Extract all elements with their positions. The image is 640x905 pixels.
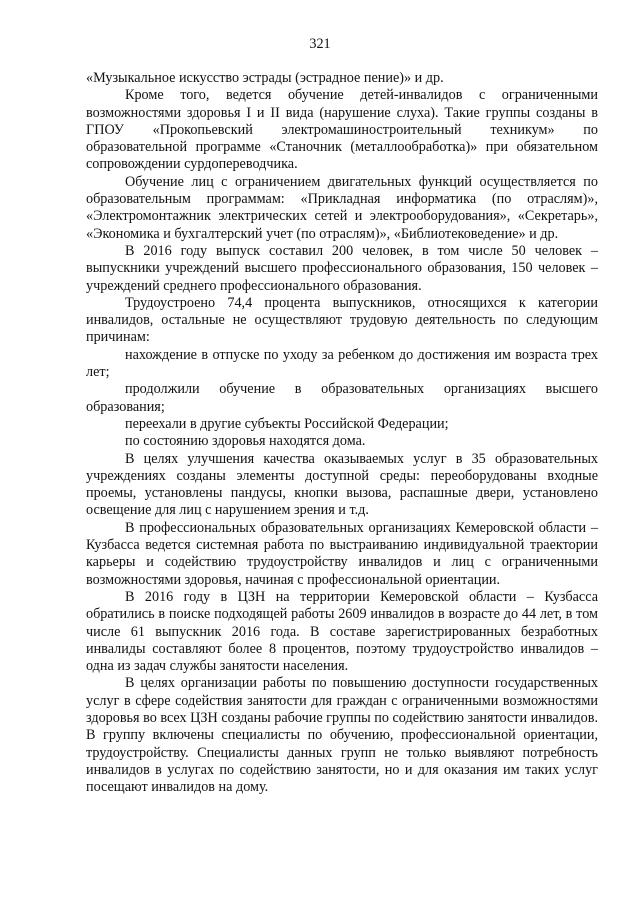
paragraph: «Музыкальное искусство эстрады (эстрадное пение)» и др. — [86, 70, 444, 86]
paragraph: Трудоустроено 74,4 процента выпускников, относящихся к категории инвалидов, остальные не осуществляют трудовую деятельность по следующим причинам: — [86, 294, 598, 346]
paragraph: В целях улучшения качества оказываемых услуг в 35 образовательных учреждениях созданы элементы доступной среды: переоборудованы входные проемы, установлены пандусы, кнопки вызова, распашные двери, установлено освещение для лиц с нарушением зрения и т.д. — [86, 450, 598, 519]
paragraph: В целях организации работы по повышению доступности государственных услуг в сфере содействия занятости для граждан с ограниченными возможностями здоровья во всех ЦЗН созданы рабочие группы по содействию занятости инвалидов. В группу включены специалисты по обучению, профессиональной ориентации, трудоустройству. Специалисты данных групп не только выявляют потребность инвалидов в услугах по содействию занятости, но и для оказания им таких услуг посещают инвалидов на дому. — [86, 675, 598, 796]
paragraph: В 2016 году в ЦЗН на территории Кемеровской области – Кузбасса обратились в поиске подходящей работы 2609 инвалидов в возрасте до 44 лет, в том числе 61 выпускник 2016 года. В составе зарегистрированных безработных инвалиды составляют более 8 процентов, поэтому трудоустройство инвалидов – одна из задач службы занятости населения. — [86, 588, 598, 675]
paragraph: В профессиональных образовательных организациях Кемеровской области – Кузбасса ведется системная работа по выстраиванию индивидуальной траектории карьеры и содействию трудоустройству инвалидов и лиц с ограниченными возможностями здоровья, начиная с профессиональной ориентации. — [86, 519, 598, 588]
paragraph: Кроме того, ведется обучение детей-инвалидов с ограниченными возможностями здоровья I и II вида (нарушение слуха). Такие группы созданы в ГПОУ «Прокопьевский электромашиностроительный техникум» по образовательной программе «Станочник (металлообработка)» при обязательном сопровождении сурдопереводчика. — [86, 87, 598, 173]
paragraph: нахождение в отпуске по уходу за ребенком до достижения им возраста трех лет; — [86, 346, 598, 381]
paragraph: продолжили обучение в образовательных организациях высшего образования; — [86, 381, 598, 415]
page-number: 321 — [309, 36, 331, 52]
paragraph: В 2016 году выпуск составил 200 человек, в том числе 50 человек – выпускники учреждений высшего профессионального образования, 150 человек – учреждений среднего профессионального образования. — [86, 242, 598, 294]
paragraph: по состоянию здоровья находятся дома. — [125, 433, 366, 450]
paragraph: переехали в другие субъекты Российской Федерации; — [125, 415, 449, 432]
paragraph: Обучение лиц с ограничением двигательных функций осуществляется по образовательным программам: «Прикладная информатика (по отраслям)», «Электромонтажник электрических сетей и электрооборудования», «Секретарь», «Экономика и бухгалтерский учет (по отраслям)», «Библиотековедение» и др. — [86, 173, 598, 242]
document-body — [86, 70, 598, 796]
